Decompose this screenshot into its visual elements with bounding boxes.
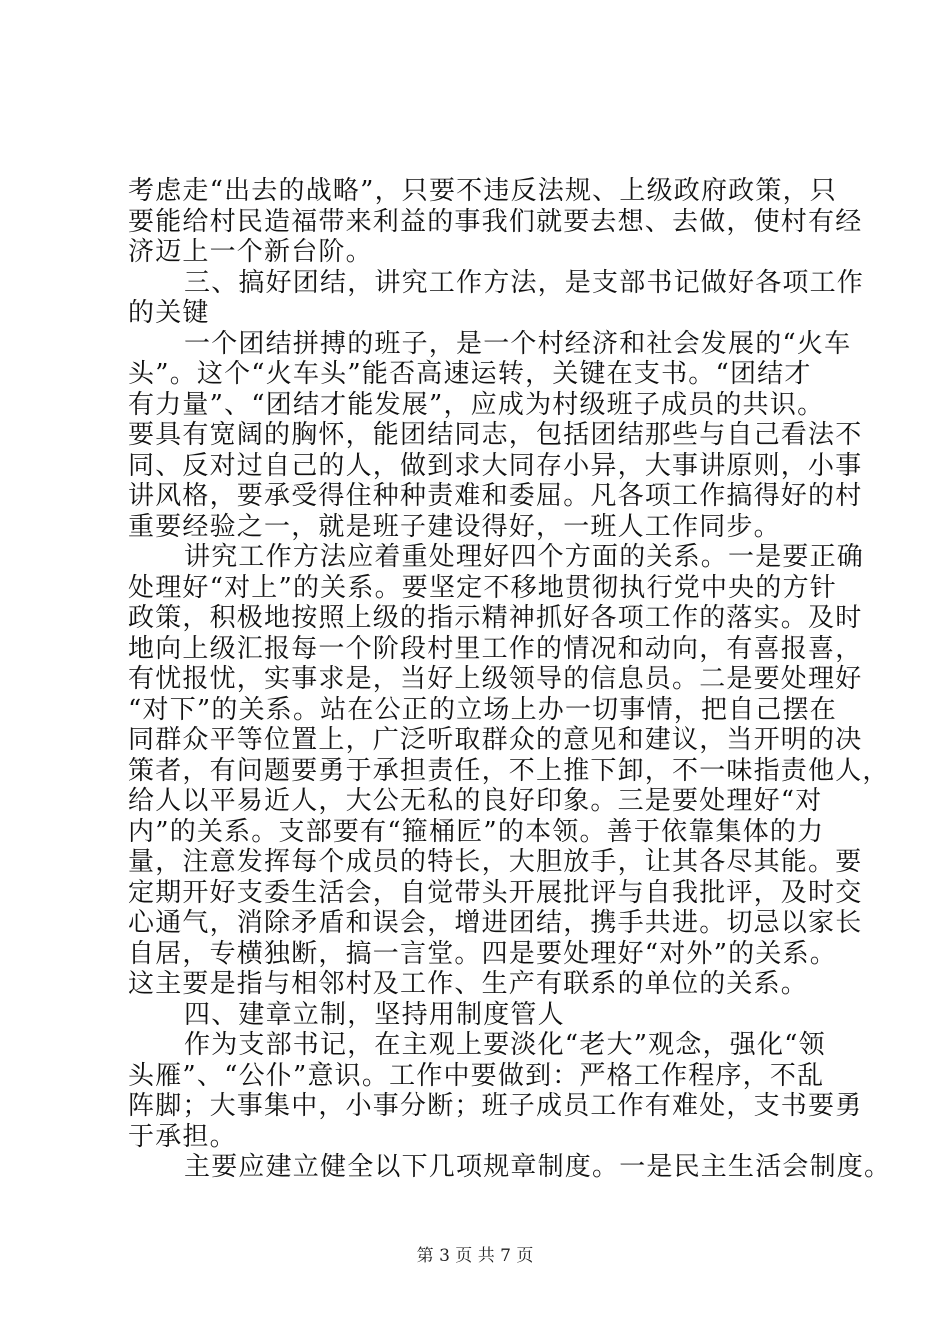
text-line: 头”。这个“火车头”能否高速运转，关键在支书。“团结才 — [128, 359, 812, 389]
text-line: 地向上级汇报每一个阶段村里工作的情况和动向，有喜报喜， — [128, 633, 863, 664]
text-line: 要具有宽阔的胸怀，能团结同志，包括团结那些与自己看法不 — [128, 420, 863, 450]
text-line: 重要经验之一，就是班子建设得好，一班人工作同步。 — [128, 511, 781, 542]
text-line: 内”的关系。支部要有“箍桶匠”的本领。善于依靠集体的力 — [128, 816, 825, 847]
text-line: 这主要是指与相邻村及工作、生产有联系的单位的关系。 — [128, 969, 809, 999]
text-line: 自居，专横独断，搞一言堂。四是要处理好“对外”的关系。 — [128, 938, 837, 969]
text-line: 同群众平等位置上，广泛听取群众的意见和建议，当开明的决 — [128, 725, 863, 755]
text-line: 作为支部书记，在主观上要淡化“老大”观念，强化“领 — [184, 1030, 826, 1060]
text-line: 心通气，消除矛盾和误会，增进团结，携手共进。切忌以家长 — [128, 908, 863, 938]
text-line: 政策，积极地按照上级的指示精神抓好各项工作的落实。及时 — [128, 603, 863, 633]
text-line: 考虑走“出去的战略”，只要不违反法规、上级政府政策，只 — [128, 176, 837, 206]
text-line: 的关键 — [128, 298, 210, 328]
text-line: 讲风格，要承受得住种种责难和委屈。凡各项工作搞得好的村 — [128, 481, 863, 511]
text-line: 四、建章立制，坚持用制度管人 — [184, 999, 565, 1030]
text-line: 阵脚；大事集中，小事分断；班子成员工作有难处，支书要勇 — [128, 1091, 863, 1121]
text-line: 处理好“对上”的关系。要坚定不移地贯彻执行党中央的方针 — [128, 572, 837, 603]
text-line: 三、搞好团结，讲究工作方法，是支部书记做好各项工作 — [184, 267, 865, 298]
text-line: 头雁”、“公仆”意识。工作中要做到：严格工作程序，不乱 — [128, 1060, 825, 1091]
text-line: 量，注意发挥每个成员的特长，大胆放手，让其各尽其能。要 — [128, 847, 863, 877]
text-line: 要能给村民造福带来利益的事我们就要去想、去做，使村有经 — [128, 206, 863, 237]
text-line: 讲究工作方法应着重处理好四个方面的关系。一是要正确 — [184, 542, 865, 572]
text-line: 定期开好支委生活会，自觉带头开展批评与自我批评，及时交 — [128, 877, 863, 908]
text-line: 主要应建立健全以下几项规章制度。一是民主生活会制度。 — [184, 1152, 892, 1182]
text-line: 同、反对过自己的人，做到求大同存小异，大事讲原则，小事 — [128, 450, 863, 481]
document-body — [128, 176, 892, 1183]
text-line: 有力量”、“团结才能发展”，应成为村级班子成员的共识。 — [128, 389, 825, 420]
page-footer: 第 3 页 共 7 页 — [416, 1246, 534, 1266]
text-line: 有忧报忧，实事求是，当好上级领导的信息员。二是要处理好 — [128, 664, 863, 694]
text-line: 给人以平易近人，大公无私的良好印象。三是要处理好“对 — [128, 786, 823, 816]
text-line: 一个团结拼搏的班子，是一个村经济和社会发展的“火车 — [184, 328, 852, 359]
text-line: “对下”的关系。站在公正的立场上办一切事情，把自己摆在 — [128, 694, 837, 725]
text-line: 策者，有问题要勇于承担责任，不上推下卸，不一味指责他人， — [128, 755, 890, 786]
text-line: 济迈上一个新台阶。 — [128, 237, 373, 267]
text-line: 于承担。 — [128, 1121, 237, 1152]
